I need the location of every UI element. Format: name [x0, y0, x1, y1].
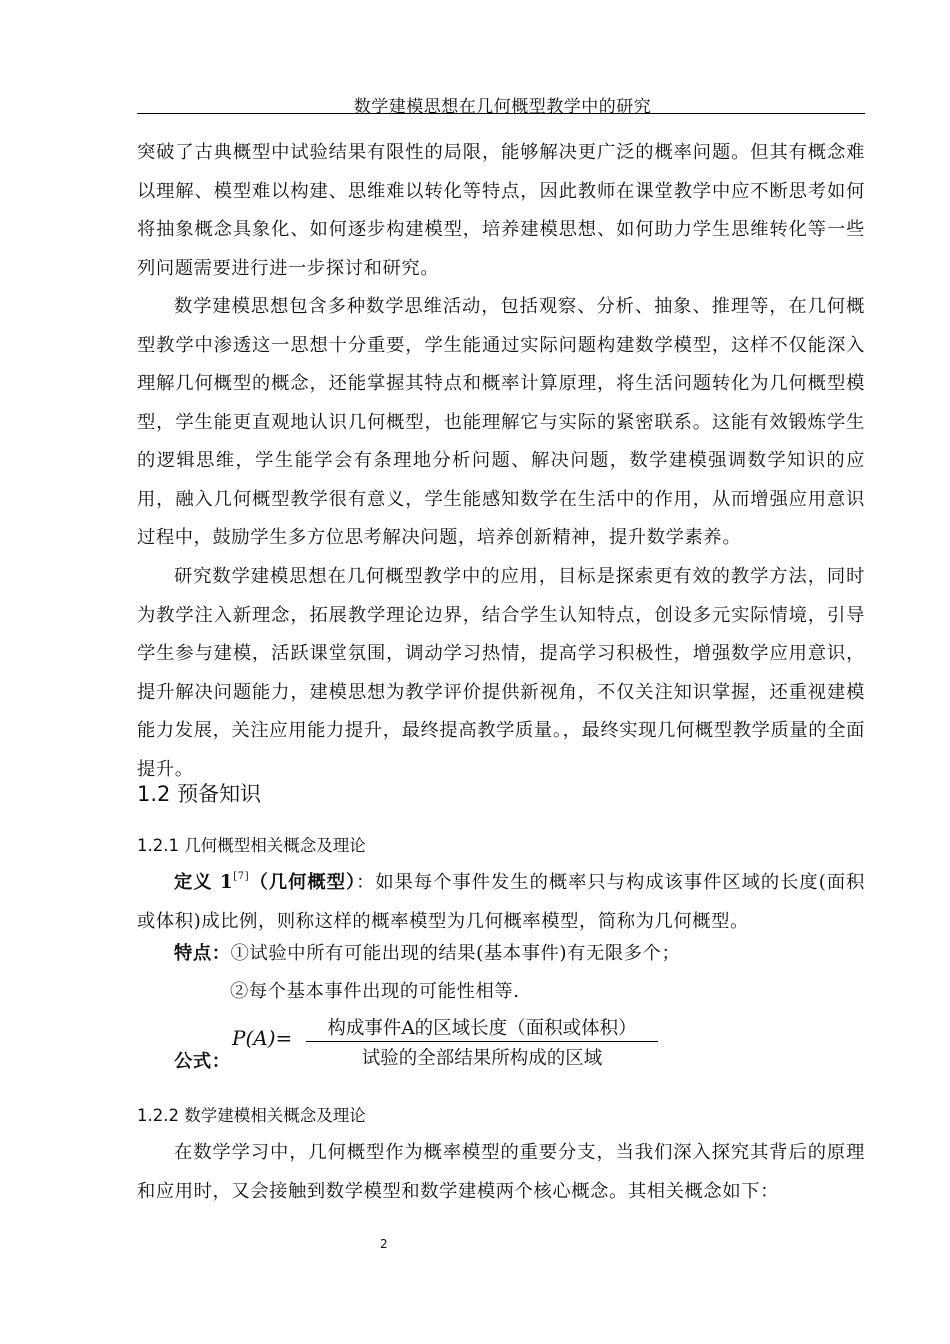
citation-ref: [7] [233, 871, 250, 882]
formula-label: 公式： [174, 1051, 231, 1072]
formula-denominator: 试验的全部结果所构成的区域 [361, 1048, 603, 1069]
feature-item-2: ②每个基本事件出现的可能性相等. [230, 981, 520, 1002]
definition-paragraph [137, 864, 865, 941]
definition-label: 定义 1 [174, 872, 234, 893]
definition-name: （几何概型） [249, 872, 357, 893]
feature-item-1: ①试验中所有可能出现的结果(基本事件)有无限多个； [230, 943, 681, 964]
features-label: 特点： [174, 943, 231, 964]
formula-numerator: 构成事件A的区域长度（面积或体积） [327, 1018, 637, 1039]
section-heading-1-2-2: 1.2.2 数学建模相关概念及理论 [137, 1106, 366, 1125]
paragraph-modeling-concepts: 在数学学习中，几何概型作为概率模型的重要分支，当我们深入探究其背后的原理和应用时，又会接触到数学模型和数学建模两个核心概念。其相关概念如下： [137, 1142, 865, 1202]
page-number: 2 [380, 1237, 388, 1251]
feature-line-1 [174, 942, 680, 966]
header-title: 数学建模思想在几何概型教学中的研究 [353, 97, 652, 117]
definition-text: ：如果每个事件发生的概率只与构成该事件区域的长度(面积或体积)成比例，则称这样的概率模型为几何概率模型，简称为几何概型。 [137, 872, 865, 932]
paragraph-research-goal: 研究数学建模思想在几何概型教学中的应用，目标是探索更有效的教学方法，同时为教学注入新理念，拓展教学理论边界，结合学生认知特点，创设多元实际情境，引导学生参与建模，活跃课堂氛围，调动学习热情，提高学习积极性，增强数学应用意识，提升解决问题能力，建模思想为教学评价提供新视角，不仅关注知识掌握，还重视建模能力发展，关注应用能力提升，最终提高教学质量。，最终实现几何概型教学质量的全面提升。 [137, 566, 865, 780]
header-rule [137, 113, 865, 114]
formula-lhs: P(A)= [232, 1026, 293, 1050]
fraction-bar [306, 1041, 658, 1042]
section-heading-1-2-1: 1.2.1 几何概型相关概念及理论 [137, 836, 366, 855]
section-heading-1-2: 1.2 预备知识 [137, 782, 262, 806]
paragraph-modeling-thought: 数学建模思想包含多种数学思维活动，包括观察、分析、抽象、推理等，在几何概型教学中渗透这一思想十分重要，学生能通过实际问题构建数学模型，这样不仅能深入理解几何概型的概念，还能掌握其特点和概率计算原理，将生活问题转化为几何概型模型，学生能更直观地认识几何概型，也能理解它与实际的紧密联系。这能有效锻炼学生的逻辑思维，学生能学会有条理地分析问题、解决问题，数学建模强调数学知识的应用，融入几何概型教学很有意义，学生能感知数学在生活中的作用，从而增强应用意识过程中，鼓励学生多方位思考解决问题，培养创新精神，提升数学素养。 [137, 296, 865, 548]
paragraph-continuation: 突破了古典概型中试验结果有限性的局限，能够解决更广泛的概率问题。但其有概念难以理解、模型难以构建、思维难以转化等特点，因此教师在课堂教学中应不断思考如何将抽象概念具象化、如何逐步构建模型，培养建模思想、如何助力学生思维转化等一些列问题需要进行进一步探讨和研究。 [137, 142, 865, 279]
